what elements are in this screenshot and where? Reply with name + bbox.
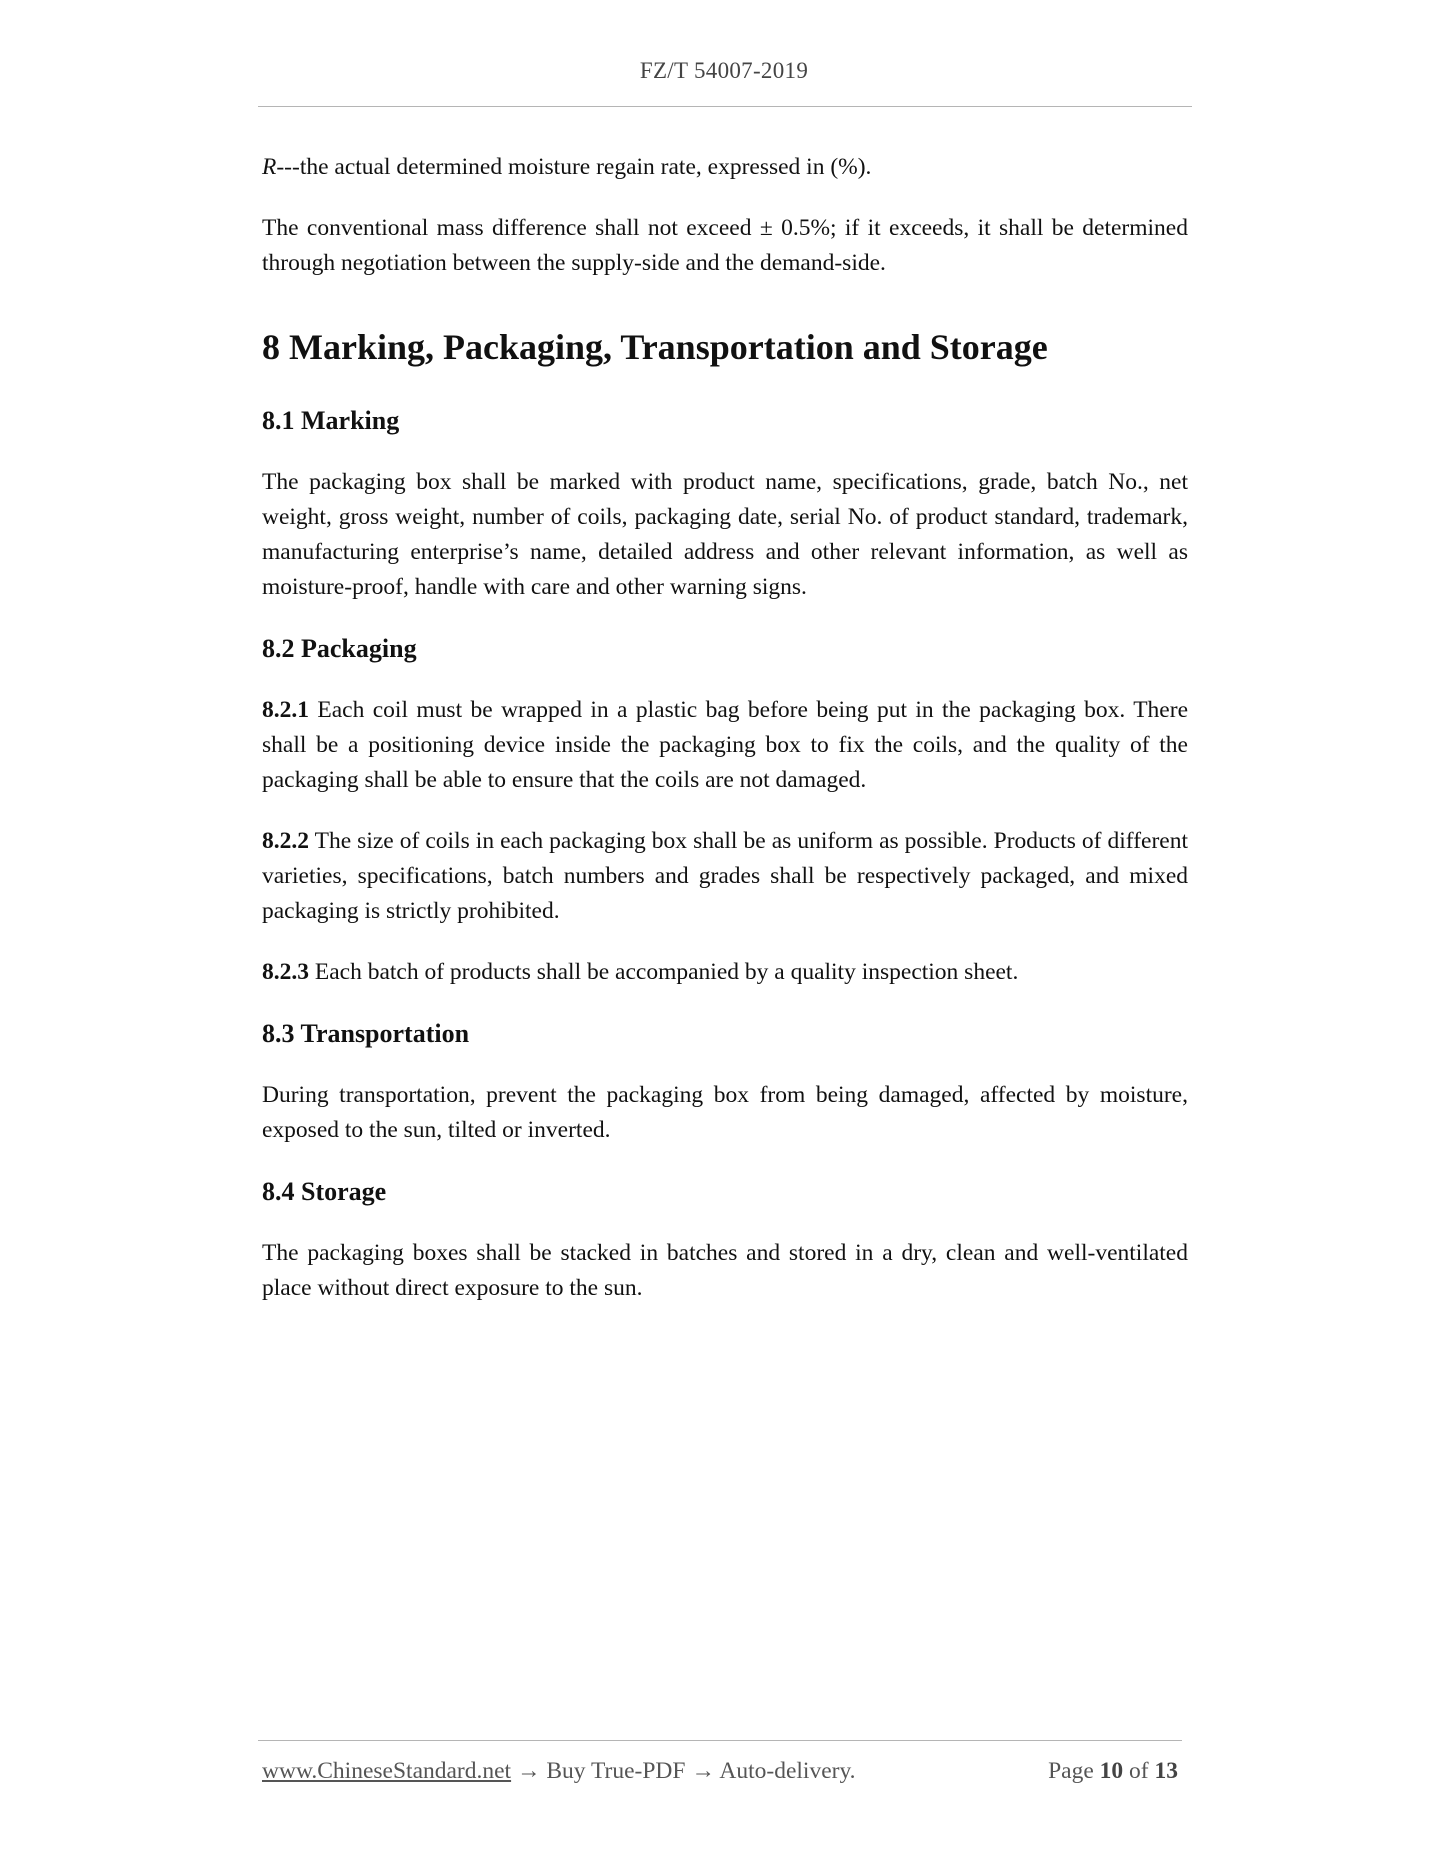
mass-difference-paragraph: The conventional mass difference shall not exceed ± 0.5%; if it exceeds, it shall be determined through negotiation between the supply-side and the demand-side. xyxy=(262,215,1188,276)
page-of-label: of xyxy=(1123,1758,1155,1784)
clause-number: 8.2.1 xyxy=(262,697,309,723)
marking-paragraph: The packaging box shall be marked with product name, specifications, grade, batch No., net weight, gross weight, number of coils, packaging date, serial No. of product standard, trademark, manufacturing enterprise’s name, detailed address and other relevant information, as well as moisture-proof, handle with care and other warning signs. xyxy=(262,469,1188,600)
header-divider xyxy=(258,106,1192,107)
section-8-heading: 8 Marking, Packaging, Transportation and Storage xyxy=(262,327,1048,367)
section-8-2-heading: 8.2 Packaging xyxy=(262,634,417,663)
transportation-paragraph: During transportation, prevent the packaging box from being damaged, affected by moisture, exposed to the sun, tilted or inverted. xyxy=(262,1082,1188,1143)
clause-text: The size of coils in each packaging box shall be as uniform as possible. Products of different varieties, specifications, batch numbers and grades shall be respectively packaged, and mixed packaging is strictly prohibited. xyxy=(262,828,1188,924)
running-header: FZ/T 54007-2019 xyxy=(639,58,809,83)
clause-number: 8.2.2 xyxy=(262,828,309,854)
page-footer xyxy=(262,1758,1182,1785)
promo-text: → Buy True-PDF → Auto-delivery. xyxy=(511,1758,856,1784)
section-8-1-heading: 8.1 Marking xyxy=(262,406,400,435)
section-8-3-heading: 8.3 Transportation xyxy=(262,1019,470,1048)
section-8-4-heading: 8.4 Storage xyxy=(262,1177,387,1206)
storage-paragraph: The packaging boxes shall be stacked in batches and stored in a dry, clean and well-ventilated place without direct exposure to the sun. xyxy=(262,1240,1188,1301)
clause-number: 8.2.3 xyxy=(262,959,309,985)
current-page-number: 10 xyxy=(1099,1758,1124,1784)
footer-divider xyxy=(258,1740,1182,1741)
clause-8-2-1 xyxy=(262,693,1188,798)
r-definition xyxy=(262,150,1188,185)
footer-promo xyxy=(262,1758,856,1784)
page-content xyxy=(262,150,1188,1332)
page-label: Page xyxy=(1048,1758,1100,1784)
page-indicator xyxy=(1048,1758,1178,1785)
clause-8-2-3 xyxy=(262,955,1188,990)
r-definition-text: ---the actual determined moisture regain rate, expressed in (%). xyxy=(276,154,872,180)
website-link[interactable]: www.ChineseStandard.net xyxy=(262,1758,512,1784)
clause-text: Each coil must be wrapped in a plastic bag before being put in the packaging box. There shall be a positioning device inside the packaging box to fix the coils, and the quality of the packaging shall be able to ensure that the coils are not damaged. xyxy=(262,697,1188,793)
r-symbol: R xyxy=(262,154,277,180)
clause-text: Each batch of products shall be accompanied by a quality inspection sheet. xyxy=(309,959,1019,985)
total-pages-number: 13 xyxy=(1154,1758,1178,1784)
clause-8-2-2 xyxy=(262,824,1188,929)
